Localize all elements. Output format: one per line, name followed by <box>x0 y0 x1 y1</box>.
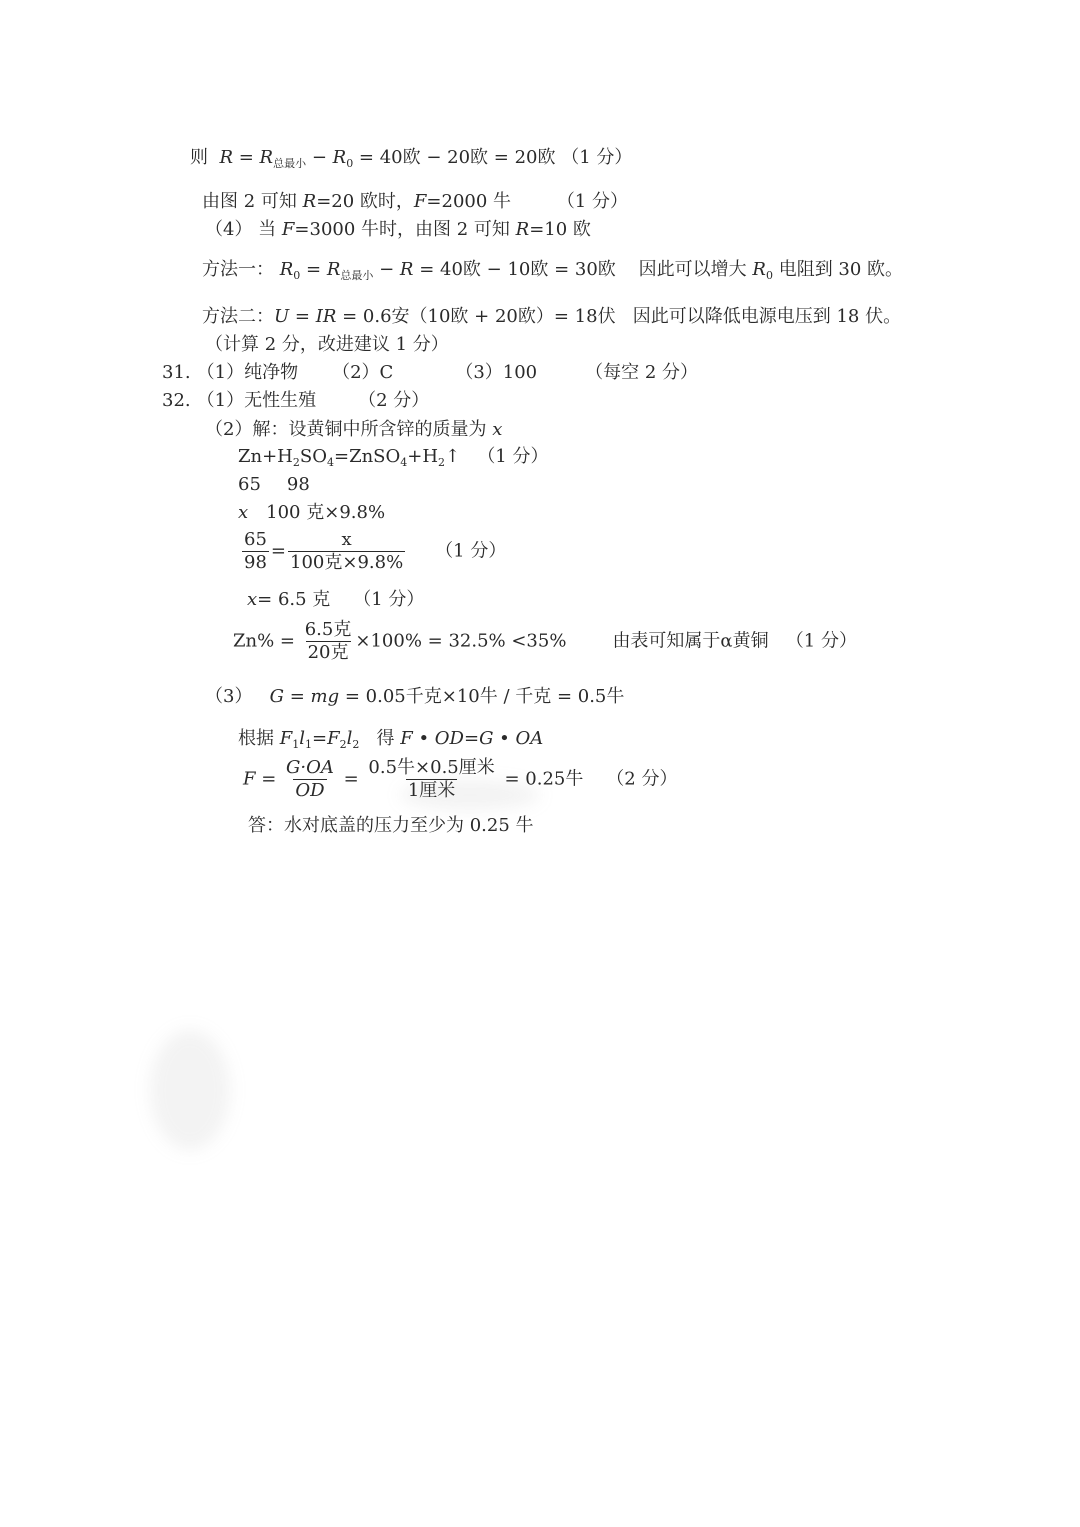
molar-mass-line: 65 98 <box>238 474 310 495</box>
part-3-gravity: （3） G = mg = 0.05千克×10牛 / 千克 = 0.5牛 <box>205 686 625 707</box>
fraction-force-values: $\frac{\text{0.5牛×0.5厘米}}{\text{1厘米}}$ <box>368 757 495 801</box>
final-answer: 答：水对底盖的压力至少为 0.25 牛 <box>248 815 534 836</box>
fraction-zinc: $\frac{\text{6.5克}}{\text{20克}}$ <box>304 619 352 663</box>
question-32: 32. （1）无性生殖 （2 分） <box>162 390 430 411</box>
result-x: x= 6.5 克 （1 分） <box>247 589 425 610</box>
line-solution-setup: （2）解：设黄铜中所含锌的质量为 x <box>205 419 503 440</box>
fraction-g-oa: $\frac{G\cdot OA}{OD}$ <box>286 757 334 801</box>
fraction-x-mass: $\frac{x}{\text{100克×9.8\%}}$ <box>290 529 404 573</box>
line-method-two: 方法二：U = IR = 0.6安（10欧 + 20欧）= 18伏 因此可以降低电源电压到 18 伏。 <box>202 306 902 327</box>
force-calculation: F = $\frac{G\cdot OA}{OD}$ = $\frac{\text{0.5牛×0.5厘米}}{\text{1厘米}}$ = 0.25牛 （2 分） <box>243 757 678 801</box>
fraction-65-98: $\frac{65}{98}$ <box>244 529 267 573</box>
line-r-total: 则 $R = R_{总最小} - R_0 = 40$欧 − 20欧 = 20欧 （1 分） <box>190 147 633 170</box>
chemical-equation: $Zn+H_2SO_4=ZnSO_4+H_2↑$ （1 分） <box>238 446 549 469</box>
line-scoring-note: （计算 2 分，改进建议 1 分） <box>205 334 449 355</box>
line-part-4: （4） 当 F=3000 牛时，由图 2 可知 R=10 欧 <box>205 219 591 240</box>
lever-principle: 根据 $F_1l_1=F_2l_2$ 得 F • OD=G • OA <box>238 728 544 751</box>
line-graph-2-r20: 由图 2 可知 R=20 欧时，F=2000 牛 （1 分） <box>202 191 628 212</box>
proportion-equation: $\frac{65}{98}$ = $\frac{x}{\text{100克×9.8\%}}$ （1 分） <box>244 529 507 573</box>
question-31: 31. （1）纯净物 （2）C （3）100 （每空 2 分） <box>162 362 699 383</box>
line-method-one: 方法一： $R_0 = R_{总最小} - R = 40$欧 − 10欧 = 30欧 因此可以增大 $R_0$ 电阻到 30 欧。 <box>202 259 904 282</box>
mass-line: x 100 克×9.8% <box>238 502 386 523</box>
zinc-percentage: Zn% = $\frac{\text{6.5克}}{\text{20克}}$ ×100% = 32.5% <35% 由表可知属于α黄铜 （1 分） <box>233 619 857 663</box>
